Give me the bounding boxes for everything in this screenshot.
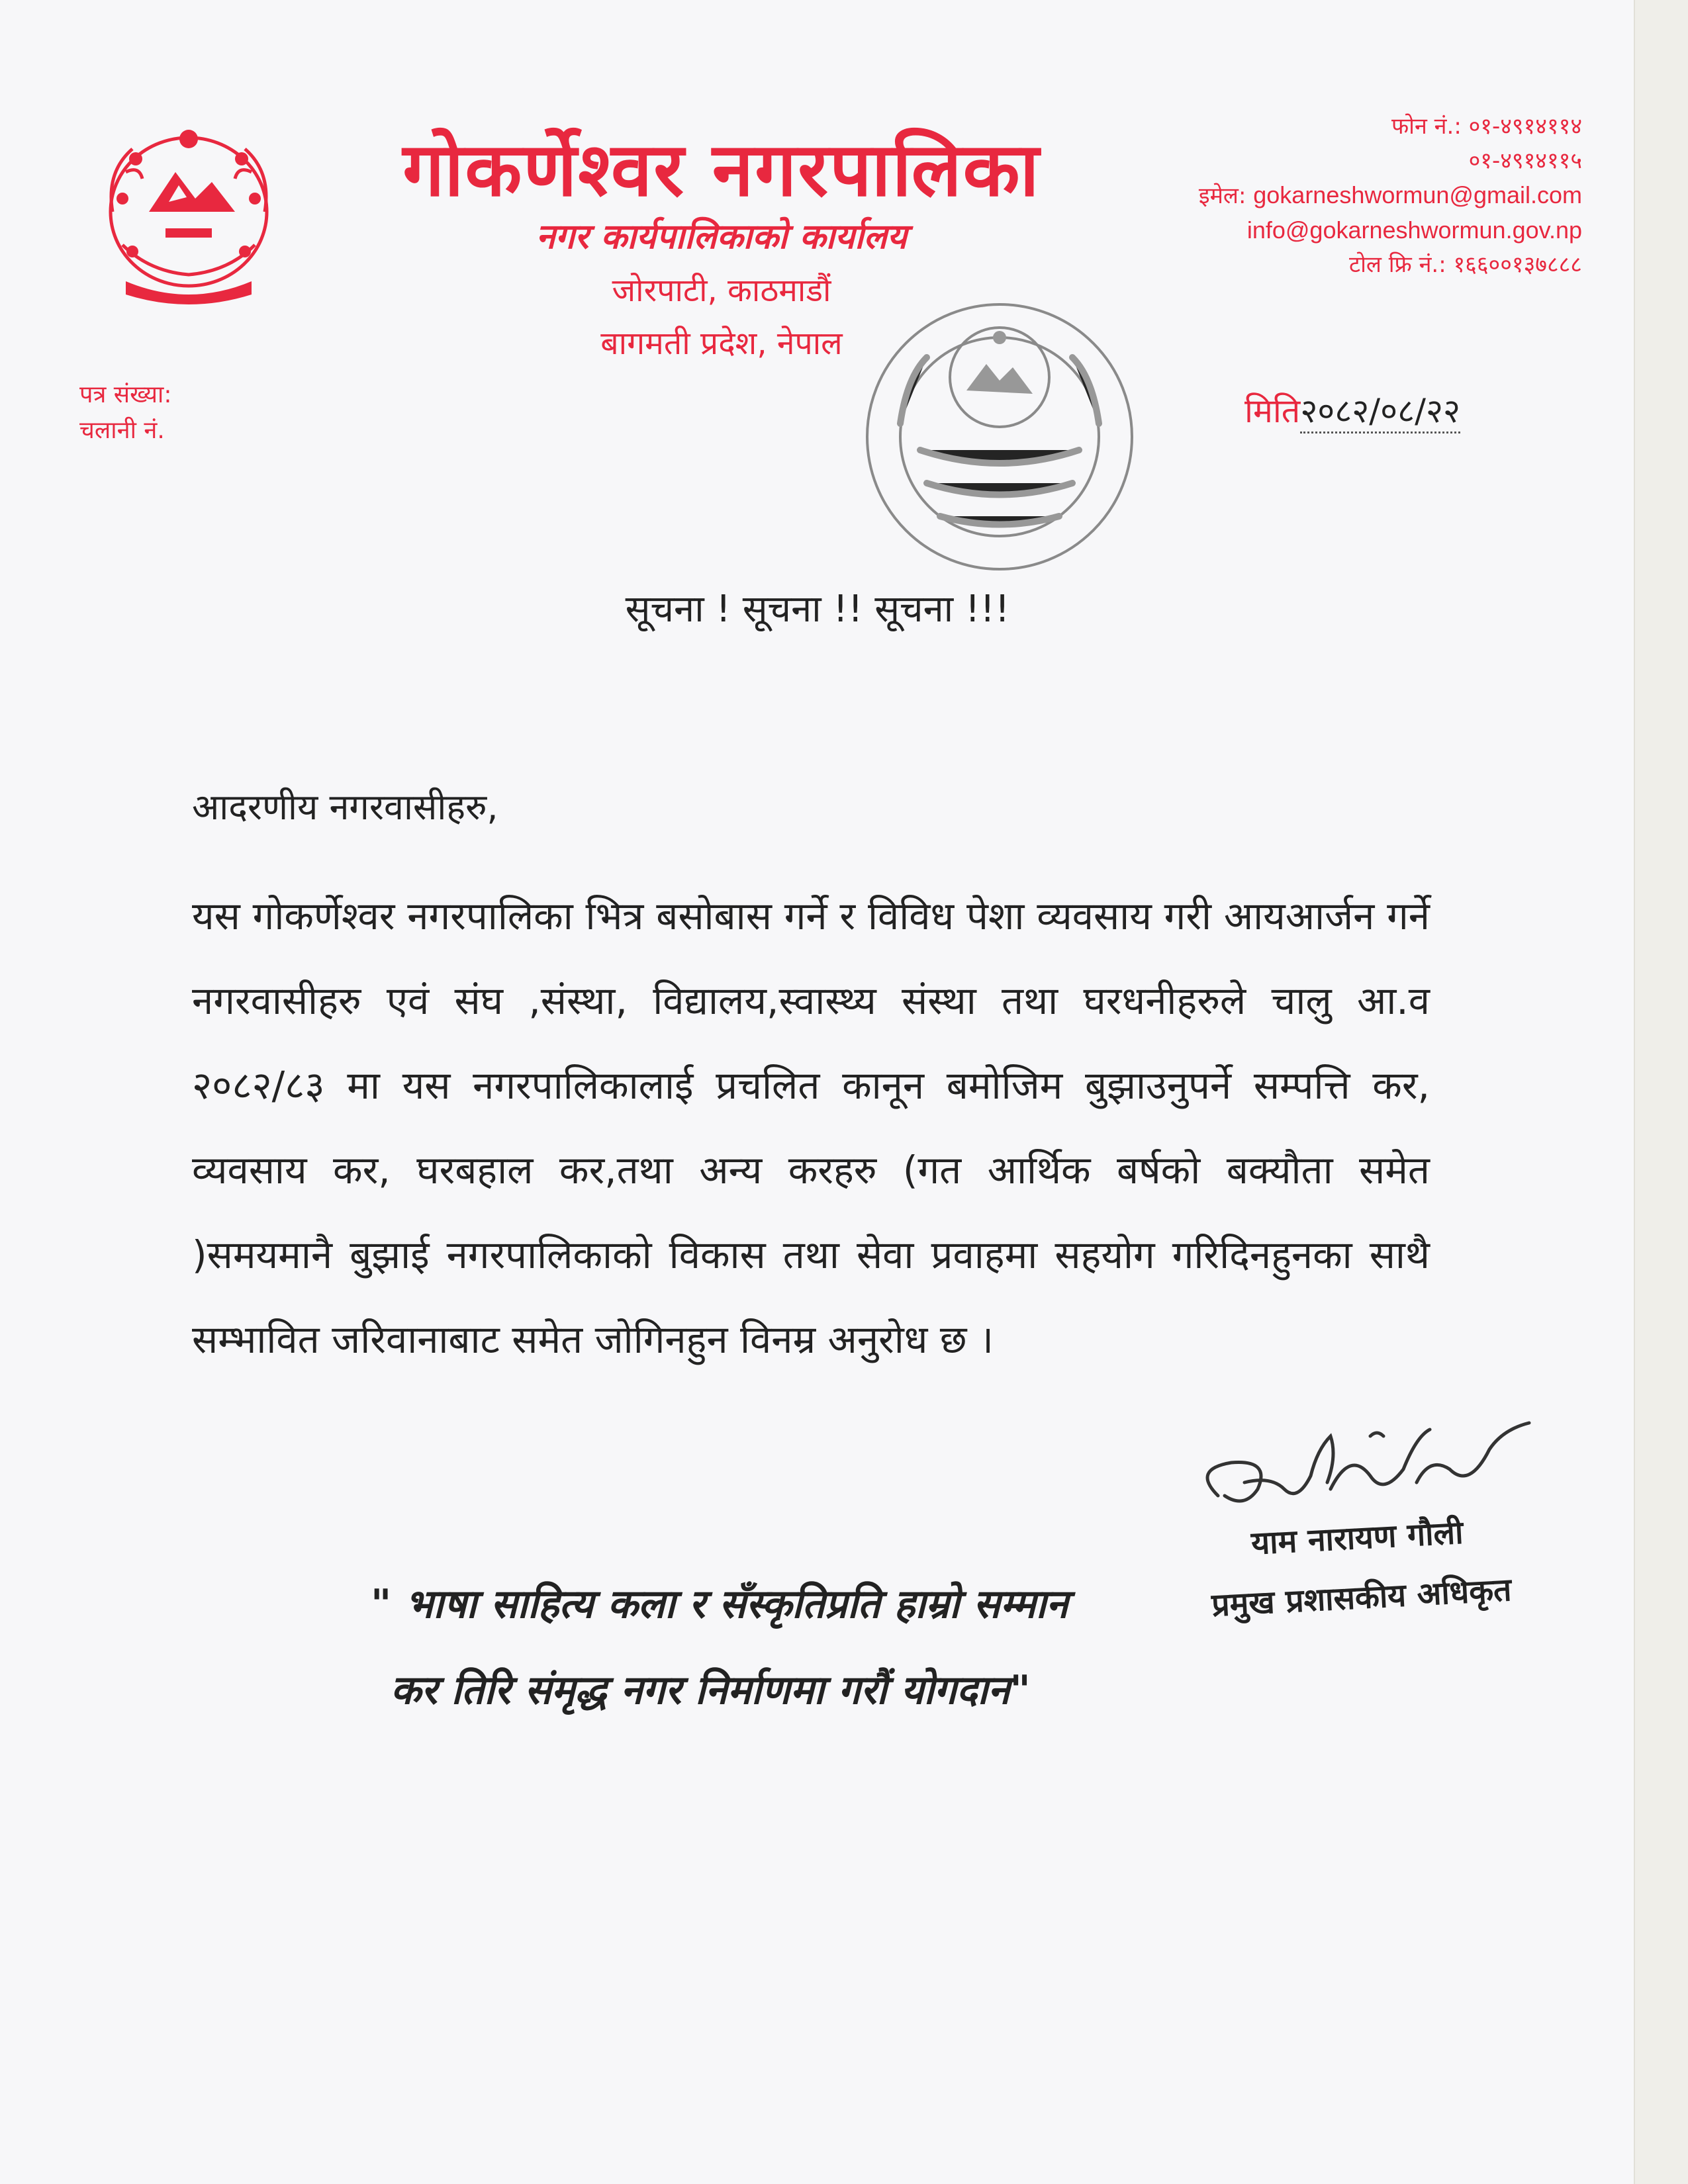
date-field [1244, 387, 1460, 432]
dispatch-number-label: चलानी नं. [79, 417, 165, 444]
office-stamp-icon [861, 298, 1139, 576]
phone-2: ०१-४९१४११५ [1468, 148, 1582, 174]
nepal-emblem-icon [86, 113, 291, 311]
page-edge [1634, 0, 1688, 2184]
slogan-line-2: कर तिरि संमृद्ध नगर निर्माणमा गरौं योगदान" [391, 1667, 1031, 1713]
salutation: आदरणीय नगरवासीहरु, [192, 786, 498, 828]
date-value: २०८२/०८/२२ [1300, 392, 1460, 433]
notice-body: यस गोकर्णेश्वर नगरपालिका भित्र बसोबास गर्ने र विविध पेशा व्यवसाय गरी आयआर्जन गर्ने नगरवासीहरु एवं संघ ,संस्था, विद्यालय,स्वास्थ्य संस्था तथा घरधनीहरुले चालु आ.व २०८२/८३ मा यस नगरपालिकालाई प्रचलित कानून बमोजिम बुझाउनुपर्ने सम्पत्ति कर, व्यवसाय कर, घरबहाल कर,तथा अन्य करहरु (गत आर्थिक बर्षको बक्यौता समेत )समयमानै बुझाई नगरपालिकाको विकास तथा सेवा प्रवाहमा सहयोग गरिदिनहुनका साथै सम्भावित जरिवानाबाट समेत जोगिनहुन विनम्र अनुरोध छ । [192, 893, 1430, 1362]
address-line-1: जोरपाटी, काठमाडौं [612, 272, 831, 309]
phone-1: फोन नं.: ०१-४९१४११४ [1391, 113, 1582, 140]
address-line-2: बागमती प्रदेश, नेपाल [600, 325, 843, 362]
slogan-line-1: " भाषा साहित्य कला र सँस्कृतिप्रति हाम्रो सम्मान [371, 1581, 1068, 1627]
toll-free: टोल फ्रि नं.: १६६००१३७८८८ [1348, 251, 1582, 278]
notice-heading: सूचना ! सूचना !! सूचना !!! [625, 588, 1010, 631]
email-2[interactable]: info@gokarneshwormun.gov.np [1246, 216, 1582, 244]
email-row [1066, 178, 1582, 213]
signer-name: याम नारायण गौली [1250, 1514, 1464, 1563]
org-name: गोकर्णेश्वर नगरपालिका [402, 127, 1041, 213]
office-name: नगर कार्यपालिकाको कार्यालय [536, 217, 908, 257]
date-label: मिति [1244, 392, 1301, 430]
email-label: इमेल: [1198, 183, 1246, 209]
signer-title: प्रमुख प्रशासकीय अधिकृत [1210, 1571, 1513, 1624]
contact-block [1066, 109, 1582, 282]
email-1[interactable]: gokarneshwormun@gmail.com [1253, 181, 1582, 208]
reference-block [79, 377, 172, 449]
letter-number-label: पत्र संख्या: [79, 381, 172, 408]
